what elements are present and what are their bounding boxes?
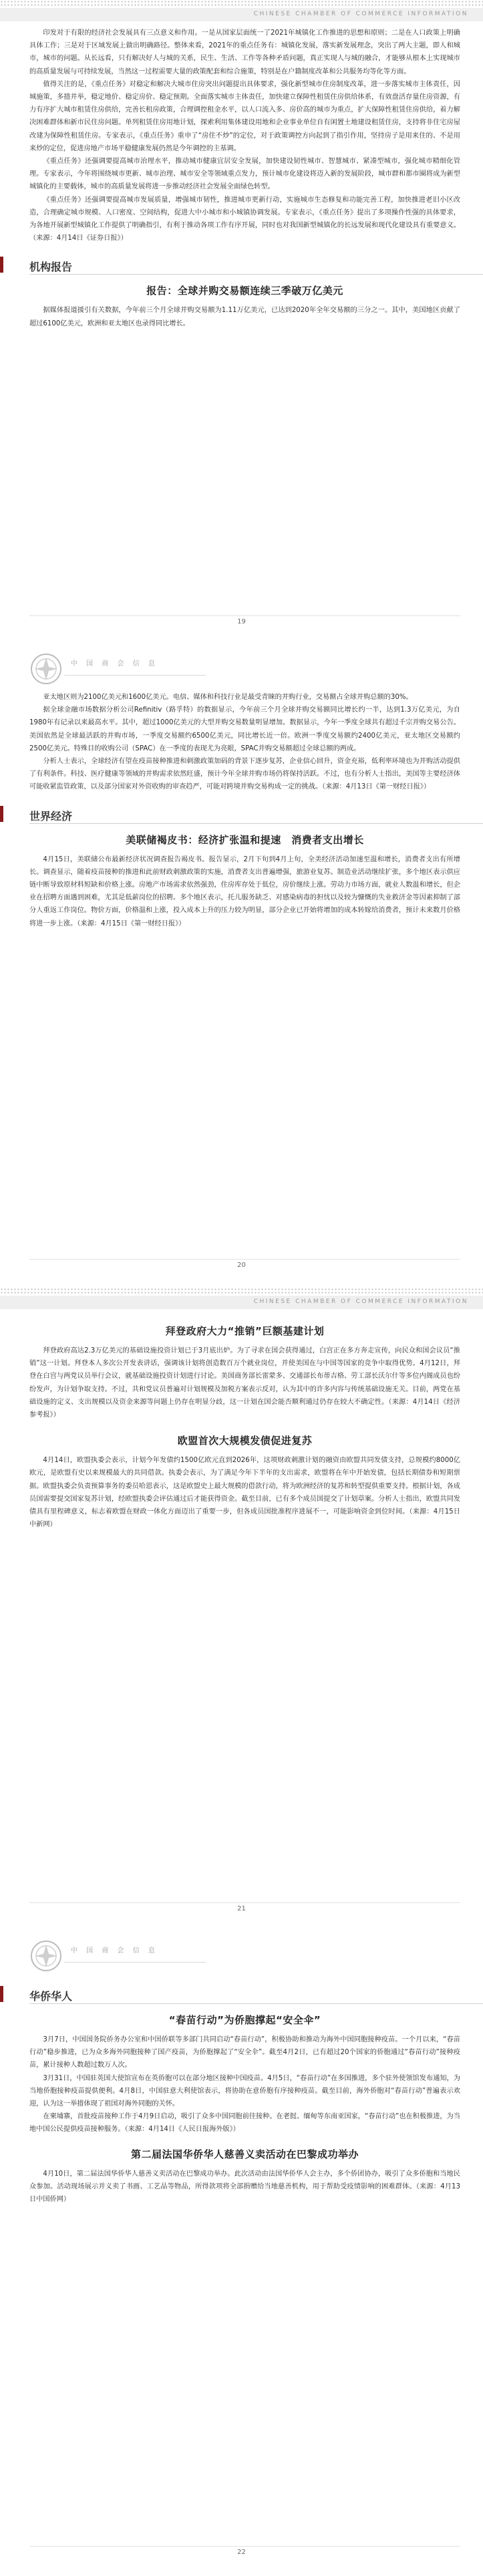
section-rule — [29, 2003, 483, 2004]
paragraph: 拜登政府高达2.3万亿美元的基础设施投资计划已于3月底出炉。为了寻求在国会获得通过，白宫正在多方奔走宣传，向民众和国会议员“推销”这一计划。拜登本人多次公开发表讲话，强调该计划将创造数百万个就业岗位，并使美国在与中国等国家的竞争中取得优势。4月12日，拜登在白宫与两党议员举行会议，就基础设施投资计划进行讨论。美国商务部长雷蒙多、交通部长布蒂吉格、劳工部长沃尔什等多位内阁成员也纷纷发声，为计划争取支持。不过，共和党议员普遍对计划规模及加税方案表示反对，认为其中的许多内容与传统基础设施无关。目前，两党在基础设施的定义、支出规模以及资金来源等问题上仍存在明显分歧，这一计划在国会能否顺利通过仍存在较大不确定性。（来源：4月14日《经济参考报》） — [29, 1347, 460, 1419]
header-brand — [0, 652, 220, 683]
header-english-title: CHINESE CHAMBER OF COMMERCE INFORMATION — [253, 1298, 468, 1305]
chamber-logo-icon — [29, 652, 63, 686]
page-number: 20 — [237, 1262, 246, 1269]
footer-rule — [29, 1902, 460, 1903]
paragraph: 亚太地区则为2100亿美元和1600亿美元。电信、媒体和科技行业是最受青睐的并购行业，交易额占全球并购总额的30%。 — [43, 694, 413, 701]
page-number: 21 — [237, 1905, 246, 1912]
section-title: 机构报告 — [29, 261, 73, 274]
header-dot-strip — [0, 1288, 483, 1294]
paragraph: 4月10日，第二届法国华侨华人慈善义卖活动在巴黎成功举办。此次活动由法国华侨华人会主办，多个侨团协办，吸引了众多侨胞和当地民众参加。活动现场展示并义卖了书画、工艺品等物品，所得款项将全部捐赠给当地慈善机构，用于帮助受疫情影响的困难群体。（来源：4月13日中国侨网） — [29, 2170, 460, 2204]
header-rule — [64, 1962, 206, 1963]
page-number: 19 — [237, 618, 246, 625]
section-title: 华侨华人 — [29, 1990, 73, 2003]
article-title: “春苗行动”为侨胞撑起“安全伞” — [168, 2014, 321, 2026]
section-rule — [29, 823, 483, 824]
paragraph: 《重点任务》还强调要提高城市发展质量，增强城市韧性，推进城市更新行动，实施城市生态修复和功能完善工程，加快推进老旧小区改造，合理确定城市规模、人口密度、空间结构，促进大中小城市和小城镇协调发展。专家表示，《重点任务》提出了多项操作性强的具体要求，为各地开展新型城镇化工作提供了明确指引，有利于推动各项工作有序开展，同时也对我国新型城镇化的长远发展和现代化建设具有重要意义。（来源：4月14日《证券日报》） — [29, 196, 460, 243]
page-19 — [0, 0, 483, 644]
section-heading — [29, 1982, 460, 2006]
article-title: 拜登政府大力“推销”巨额基建计划 — [165, 1325, 325, 1337]
paragraph: 据媒体报道援引有关数据，今年前三个月全球并购交易额为1.11万亿美元，已达到2020年全年交易额的三分之一。其中，美国地区贡献了超过6100亿美元，欧洲和亚太地区也录得同比增长。 — [29, 307, 460, 327]
article-title: 第二届法国华侨华人慈善义卖活动在巴黎成功举办 — [130, 2148, 359, 2160]
paragraph: 分析人士表示，全球经济有望在疫苗接种推进和刺激政策加码的背景下逐步复苏，企业信心回升，资金充裕，低利率环境也为并购活动提供了有利条件。科技、医疗健康等领域的并购需求依然旺盛，预计今年全球并购市场仍将保持活跃。不过，也有分析人士指出，美国等主要经济体可能收紧监管政策，以及部分国家对外资收购的审查趋严，可能对跨境并购交易构成一定的挑战。（来源：4月13日《第一财经日报》） — [29, 758, 460, 791]
header-brand — [0, 1939, 220, 1970]
article-title: 美联储褐皮书：经济扩张温和提速 消费者支出增长 — [126, 833, 364, 846]
footer-rule — [29, 2546, 460, 2547]
page-header — [0, 644, 483, 683]
section-marker — [0, 257, 3, 273]
paragraph: 值得关注的是，《重点任务》对稳定和解决大城市住房突出问题提出具体要求，强化新型城市住房制度改革，进一步落实城市主体责任，因城施策，多措并举，稳定地价、稳定房价、稳定预期。全面落实城市主体责任，加快建立保障性租赁住房供给体系，有效盘活存量住房资源，有力有序扩大城市租赁住房供给，完善长租房政策，合理调控租金水平，以人口流入多、房价高的城市为重点，扩大保障性租赁住房供给，着力解决困难群体和新市民住房问题。单列租赁住房用地计划，探索利用集体建设用地和企业事业单位自有闲置土地建设租赁住房，支持将非住宅房屋改建为保障性租赁住房。专家表示，《重点任务》重申了“房住不炒”的定位，对于政策调控方向起到了指引作用，坚持房子是用来住的、不是用来炒的定位，促进房地产市场平稳健康发展仍然是今年调控的主基调。 — [29, 80, 460, 152]
section-rule — [29, 274, 483, 275]
paragraph: 据全球金融市场数据分析公司Refinitiv（路孚特）的数据显示，今年前三个月全球并购交易额同比增长约一半，达到1.3万亿美元，为自1980年有记录以来最高水平。其中，超过1000亿美元的大型并购交易数量明显增加。数据显示，今年一季度全球共有超过千宗并购交易公告。美国依然是全球最活跃的并购市场，一季度交易额约6500亿美元，同比增长近一倍。欧洲一季度交易额约2400亿美元，亚太地区交易额约2500亿美元。特殊目的收购公司（SPAC）在一季度的表现尤为亮眼，SPAC并购交易额超过全球总额的两成。 — [29, 706, 460, 752]
section-heading — [29, 802, 460, 826]
footer-rule — [29, 1259, 460, 1260]
article-title: 报告：全球并购交易额连续三季破万亿美元 — [146, 285, 343, 297]
footer-rule — [29, 615, 460, 616]
section-marker — [0, 1986, 3, 2002]
section-heading — [29, 253, 460, 277]
header-chinese-title: 中 国 商 会 信 息 — [71, 660, 158, 668]
paragraph: 3月7日，中国国务院侨务办公室和中国侨联等多部门共同启动“春苗行动”，积极协助和推动为海外中国同胞接种疫苗。一个月以来，“春苗行动”稳步推进，已为众多海外同胞接种了国产疫苗，为侨胞撑起了“安全伞”。截至4月2日，已有超过20个国家的侨胞通过“春苗行动”接种疫苗，累计接种人数超过数万人次。 — [29, 2036, 460, 2069]
header-rule — [64, 675, 206, 676]
page-header — [0, 1931, 483, 1970]
paragraph: 在柬埔寨，首批疫苗接种工作于4月9日启动，吸引了众多中国同胞前往接种。在老挝、缅甸等东南亚国家，“春苗行动”也在积极推进，为当地中国公民提供疫苗接种服务。（来源：4月14日《人民日报海外版》） — [29, 2113, 460, 2134]
article-title: 欧盟首次大规模发债促进复苏 — [177, 1435, 313, 1447]
paragraph: 3月31日，中国驻英国大使馆宣布在英侨胞可以在部分地区接种中国疫苗。4月5日，“春苗行动”在多国推进，多个驻外使领馆发布通知，为当地侨胞接种疫苗提供便利。4月8日，中国驻意大利使馆表示，将协助在意侨胞有序接种疫苗。截至目前，海外侨胞对“春苗行动”普遍表示欢迎，认为这一举措体现了祖国对海外同胞的关怀。 — [29, 2074, 460, 2108]
paragraph: 《重点任务》还强调要提高城市治理水平，推动城市健康宜居安全发展，加快建设韧性城市、智慧城市、紧凑型城市，强化城市精细化管理。专家表示，今年将围绕城市更新、城市治理、城市安全等领域重点发力，预计城市化建设将迈入新的发展阶段，城市群和都市圈将成为新型城镇化的主要载体，城市的高质量发展将进一步推动经济社会发展全面绿色转型。 — [29, 158, 460, 191]
header-dot-strip — [0, 0, 483, 7]
paragraph: 4月14日，欧盟执委会表示，计划今年发债约1500亿欧元直到2026年，这项财政刺激计划的融资由欧盟共同发债支持，总规模约8000亿欧元，是欧盟有史以来规模最大的共同借款。执委会表示，为了满足今年下半年的支出需求，欧盟将在年中开始发债，包括长期债券和短期票据。欧盟执委会负责预算事务的委员哈恩表示，这是欧盟史上最大规模的借款行动，将为欧洲经济的复苏和转型提供重要支持。根据计划，各成员国需要提交国家复苏计划，经欧盟执委会评估通过后才能获得资金。截至目前，已有多个成员国提交了计划草案。分析人士指出，欧盟共同发债具有里程碑意义，标志着欧盟在财政一体化方面迈出了重要一步，但各成员国批准程序进展不一，可能影响资金到位时间。（来源：4月15日中新网） — [29, 1457, 460, 1529]
chamber-logo-icon — [29, 1939, 63, 1973]
paragraph: 4月15日，美联储公布最新经济状况调查报告褐皮书。报告显示，2月下旬到4月上旬，全美经济活动加速至温和增长，消费者支出有所增长。调查显示，随着疫苗接种的推进和此前财政刺激政策的实施，消费者支出普遍增强，旅游业复苏。制造业活动继续扩张，多个地区表示供应链中断导致原材料短缺和价格上涨。房地产市场需求依然强劲，住房库存处于低位，房价继续上涨。劳动力市场方面，就业人数温和增长，但企业在招聘方面遇到困难，尤其是低薪岗位的招聘。多个地区表示，托儿服务缺乏、对感染病毒的担忧以及较为慷慨的失业救济金等因素抑制了部分人重返工作岗位。物价方面，价格温和上涨，投入成本上升的压力较为明显，部分企业已开始将增加的成本转嫁给消费者，预计未来数月价格将进一步上涨。（来源：4月15日《第一财经日报》） — [29, 855, 460, 927]
page-20 — [0, 644, 483, 1288]
section-marker — [0, 806, 3, 822]
section-title: 世界经济 — [29, 809, 73, 823]
page-22 — [0, 1931, 483, 2575]
page-number: 22 — [237, 2549, 246, 2556]
header-english-title: CHINESE CHAMBER OF COMMERCE INFORMATION — [253, 11, 468, 17]
paragraph: 印发对于有限的经济社会发展具有三点意义和作用。一是从国家层面统一了2021年城镇化工作推进的思想和原则；二是在人口政策上明确具体工作；三是对于区域发展上做出明确路径。整体来看，2021年的重点任务有：城镇化发展，落实新发展理念，突出了两大主题，即人和城市，城市的问题。从长远看，只有解决好人与城的关系，民生、生活、工作等各种矛盾问题，真正实现人与城的融合，才能够从根本上实现城市的高质量发展与可持续发展，当然这一过程需要大量的政策配套和综合施策，特别是在户籍制度改革和公共服务均等化等方面。 — [29, 29, 460, 76]
header-chinese-title: 中 国 商 会 信 息 — [71, 1947, 158, 1955]
page-21 — [0, 1288, 483, 1931]
